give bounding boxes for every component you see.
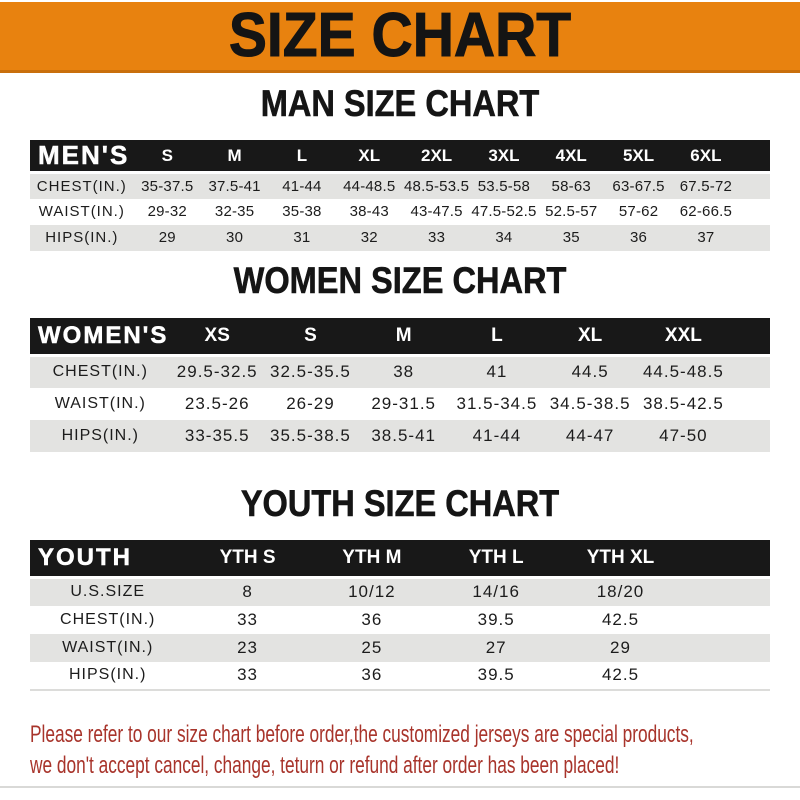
row-label: HIPS(IN.) <box>61 426 140 444</box>
filler-cell <box>683 540 770 578</box>
size-value: 25 <box>361 637 383 657</box>
size-table-header-row <box>30 140 770 173</box>
women-size-chart-section <box>0 259 800 452</box>
filler-cell <box>683 606 770 634</box>
youth-size-table <box>30 540 770 691</box>
filler-cell <box>730 356 770 388</box>
size-column-header: 5XL <box>605 140 672 173</box>
row-label: WAIST(IN.) <box>54 394 146 412</box>
filler-cell <box>740 140 770 173</box>
size-value: 42.5 <box>601 609 640 629</box>
size-value: 39.5 <box>477 665 515 684</box>
women-size-table <box>30 318 770 452</box>
size-table-header-row <box>30 540 770 578</box>
row-label: CHEST(IN.) <box>60 610 156 628</box>
filler-cell <box>740 199 770 225</box>
size-value: 34.5-38.5 <box>549 393 631 413</box>
size-value: 27 <box>485 637 507 657</box>
size-column-header: 2XL <box>403 140 470 173</box>
size-column-header: 4XL <box>538 140 605 173</box>
size-value: 41-44 <box>282 177 322 195</box>
filler-cell <box>683 662 770 690</box>
size-column-header: YTH M <box>310 540 434 578</box>
size-column-header: M <box>201 140 268 173</box>
size-value: 33-35.5 <box>184 425 250 445</box>
row-label: WAIST(IN.) <box>38 203 125 220</box>
size-value: 29 <box>610 637 631 657</box>
size-column-header: YTH XL <box>558 540 682 578</box>
size-column-header: M <box>357 318 450 356</box>
youth-size-chart-heading: YOUTH SIZE CHART <box>240 482 560 524</box>
size-value: 14/16 <box>472 582 520 602</box>
size-table-row <box>30 420 770 452</box>
size-value: 47.5-52.5 <box>471 203 537 220</box>
size-value: 48.5-53.5 <box>403 177 470 195</box>
youth-size-chart-section <box>0 482 800 691</box>
man-size-chart-section <box>0 85 800 251</box>
size-value: 29-32 <box>147 203 187 220</box>
size-value: 29.5-32.5 <box>176 362 258 382</box>
man-size-chart-heading: MAN SIZE CHART <box>260 83 540 124</box>
size-value: 52.5-57 <box>545 203 598 220</box>
disclaimer <box>0 719 800 781</box>
filler-cell <box>683 578 770 606</box>
size-value: 57-62 <box>618 203 659 220</box>
filler-cell <box>730 388 770 420</box>
table-corner-label: WOMEN'S <box>30 318 171 356</box>
size-value: 35 <box>562 229 580 246</box>
size-value: 10/12 <box>348 582 396 602</box>
size-table-row <box>30 225 770 251</box>
filler-cell <box>740 173 770 199</box>
size-value: 38 <box>393 362 415 382</box>
size-table-row <box>30 578 770 606</box>
size-value: 32.5-35.5 <box>270 362 351 382</box>
size-table-row <box>30 606 770 634</box>
row-label: U.S.SIZE <box>70 583 146 601</box>
size-column-header: S <box>264 318 357 356</box>
size-value: 67.5-72 <box>679 177 733 195</box>
size-value: 62-66.5 <box>679 203 733 220</box>
size-value: 29-31.5 <box>371 393 437 413</box>
size-value: 30 <box>226 229 244 246</box>
size-value: 38-43 <box>349 203 389 220</box>
row-label: HIPS(IN.) <box>45 229 119 246</box>
size-table-row <box>30 199 770 225</box>
row-label: CHEST(IN.) <box>36 177 127 195</box>
size-value: 44.5-48.5 <box>642 362 724 382</box>
banner-title: SIZE CHART <box>228 1 572 70</box>
row-label: CHEST(IN.) <box>52 363 148 381</box>
size-value: 36 <box>630 229 648 246</box>
size-value: 53.5-58 <box>477 177 531 195</box>
size-value: 41 <box>486 362 508 382</box>
bottom-divider <box>0 786 800 788</box>
size-value: 8 <box>242 582 253 602</box>
size-value: 37 <box>697 229 715 246</box>
size-table-row <box>30 388 770 420</box>
size-value: 33 <box>428 229 446 246</box>
size-value: 33 <box>237 609 258 629</box>
size-column-header: 6XL <box>672 140 739 173</box>
size-chart-banner <box>0 2 800 73</box>
size-value: 23.5-26 <box>184 393 250 413</box>
size-value: 47-50 <box>659 425 708 445</box>
size-table-row <box>30 173 770 199</box>
size-value: 35-37.5 <box>141 177 194 195</box>
size-value: 26-29 <box>286 393 335 413</box>
size-value: 35-38 <box>282 203 322 220</box>
size-value: 63-67.5 <box>612 177 665 195</box>
size-value: 35.5-38.5 <box>270 425 351 445</box>
disclaimer-line-2: we don't accept cancel, change, teturn or refund after order has been placed! <box>30 751 620 779</box>
men-size-table <box>30 140 770 251</box>
size-value: 23 <box>237 637 258 657</box>
size-value: 31 <box>293 229 311 246</box>
size-table-row <box>30 662 770 690</box>
size-column-header: YTH S <box>185 540 309 578</box>
size-value: 42.5 <box>601 665 640 684</box>
size-value: 32-35 <box>214 203 255 220</box>
filler-cell <box>730 318 770 356</box>
women-size-chart-heading: WOMEN SIZE CHART <box>233 259 567 301</box>
size-column-header: S <box>134 140 201 173</box>
filler-cell <box>740 225 770 251</box>
size-value: 36 <box>361 665 383 684</box>
size-table-row <box>30 634 770 662</box>
size-value: 18/20 <box>596 582 645 602</box>
size-value: 38.5-41 <box>371 425 437 445</box>
size-value: 43-47.5 <box>410 203 463 220</box>
size-value: 34 <box>495 229 513 246</box>
size-value: 44-47 <box>565 425 615 445</box>
size-value: 41-44 <box>472 425 522 445</box>
size-value: 44.5 <box>571 362 609 382</box>
size-column-header: XS <box>171 318 264 356</box>
size-value: 38.5-42.5 <box>642 393 724 413</box>
table-corner-label: MEN'S <box>30 140 134 173</box>
size-value: 29 <box>158 229 176 246</box>
size-column-header: 3XL <box>470 140 537 173</box>
size-column-header: YTH L <box>434 540 558 578</box>
size-value: 58-63 <box>551 177 591 195</box>
size-value: 37.5-41 <box>208 177 261 195</box>
filler-cell <box>683 634 770 662</box>
disclaimer-line-1: Please refer to our size chart before order,the customized jerseys are special products, <box>30 720 694 748</box>
size-value: 39.5 <box>477 609 515 629</box>
size-column-header: XXL <box>637 318 730 356</box>
size-column-header: XL <box>544 318 637 356</box>
size-column-header: L <box>268 140 335 173</box>
size-value: 31.5-34.5 <box>456 393 538 413</box>
size-value: 44-48.5 <box>343 177 396 195</box>
filler-cell <box>730 420 770 452</box>
row-label: HIPS(IN.) <box>68 666 147 683</box>
row-label: WAIST(IN.) <box>62 638 154 656</box>
size-column-header: XL <box>336 140 403 173</box>
size-value: 33 <box>237 665 258 684</box>
size-value: 32 <box>360 229 378 246</box>
size-value: 36 <box>361 609 383 629</box>
size-table-header-row <box>30 318 770 356</box>
table-corner-label: YOUTH <box>30 540 185 578</box>
size-table-row <box>30 356 770 388</box>
size-column-header: L <box>450 318 543 356</box>
